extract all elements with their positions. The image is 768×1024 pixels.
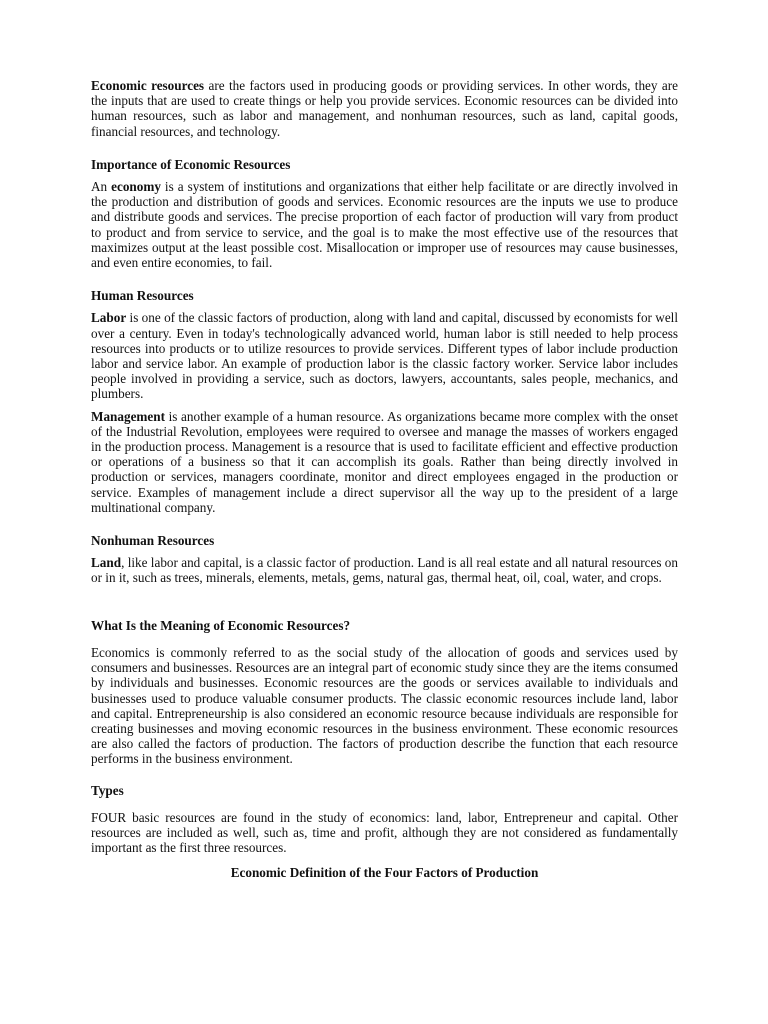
management-text: is another example of a human resource. As organizations became more complex with the onset of the Industrial Revolution, employees were required to oversee and manage the masses of workers engaged in the production process. Management is a resource that is used to facilitate efficient and effective production or operations of a business so that it can accomplish its goals. Rather than being directly involved in production or services, managers coordinate, monitor and direct employees engaged in the production or service. Examples of management include a direct supervisor all the way up to the president of a large multinational company. — [91, 408, 678, 515]
importance-paragraph — [91, 179, 678, 270]
meaning-heading: What Is the Meaning of Economic Resources? — [91, 617, 351, 633]
types-heading: Types — [91, 782, 124, 798]
labor-term: Labor — [91, 310, 127, 326]
land-paragraph — [91, 555, 678, 585]
importance-text: is a system of institutions and organizations that either help facilitate or are directly involved in the production and distribution of goods and services. Economic resources are the inputs we use to produce and distribute goods and services. The precise proportion of each factor of production will vary from product to product and from service to service, and the goal is to make the most effective use of the resources that maximizes output at the least possible cost. Misallocation or improper use of resources may cause businesses, and even entire economies, to fail. — [91, 179, 678, 271]
intro-text: are the factors used in producing goods or providing services. In other words, they are the inputs that are used to create things or help you provide services. Economic resources can be divided into human resources, such as labor and management, and nonhuman resources, such as land, capital goods, financial resources, and technology. — [91, 78, 679, 139]
four-factors-heading: Economic Definition of the Four Factors of Production — [230, 865, 539, 881]
intro-paragraph — [91, 78, 678, 139]
management-paragraph — [91, 409, 678, 515]
economy-term: economy — [111, 179, 161, 195]
intro-term: Economic resources — [91, 78, 205, 93]
importance-lead: An — [91, 179, 112, 195]
nonhuman-resources-heading: Nonhuman Resources — [91, 533, 215, 549]
labor-text: is one of the classic factors of production, along with land and capital, discussed by economists for well over a century. Even in today's technologically advanced world, human labor is still needed to help process resources into products or to utilize resources to provide services. Different types of labor include production labor and service labor. An example of production labor is the classic factory worker. Service labor includes people involved in providing a service, such as doctors, lawyers, accountants, sales people, mechanics, and plumbers. — [91, 310, 678, 402]
land-term: Land — [91, 555, 122, 571]
labor-paragraph — [91, 310, 678, 401]
management-term: Management — [91, 408, 165, 424]
types-paragraph: FOUR basic resources are found in the study of economics: land, labor, Entrepreneur and capital. Other resources are included as well, such as, time and profit, although they are not considered as fundamentally important as the first three resources. — [91, 809, 678, 856]
meaning-paragraph: Economics is commonly referred to as the social study of the allocation of goods and services used by consumers and businesses. Resources are an integral part of economic study since they are the items consumed by individuals and businesses. Economic resources are the goods or services available to individuals and businesses used to produce valuable consumer products. The classic economic resources include land, labor and capital. Entrepreneurship is also considered an economic resource because individuals are responsible for creating businesses and moving economic resources in the business environment. These economic resources are also called the factors of production. The factors of production describe the function that each resource performs in the business environment. — [91, 644, 678, 767]
human-resources-heading: Human Resources — [91, 288, 194, 304]
land-text: , like labor and capital, is a classic factor of production. Land is all real estate and all natural resources on or in it, such as trees, minerals, elements, metals, gems, natural gas, thermal heat, oil, coal, water, and crops. — [91, 555, 678, 586]
importance-heading: Importance of Economic Resources — [91, 156, 291, 172]
